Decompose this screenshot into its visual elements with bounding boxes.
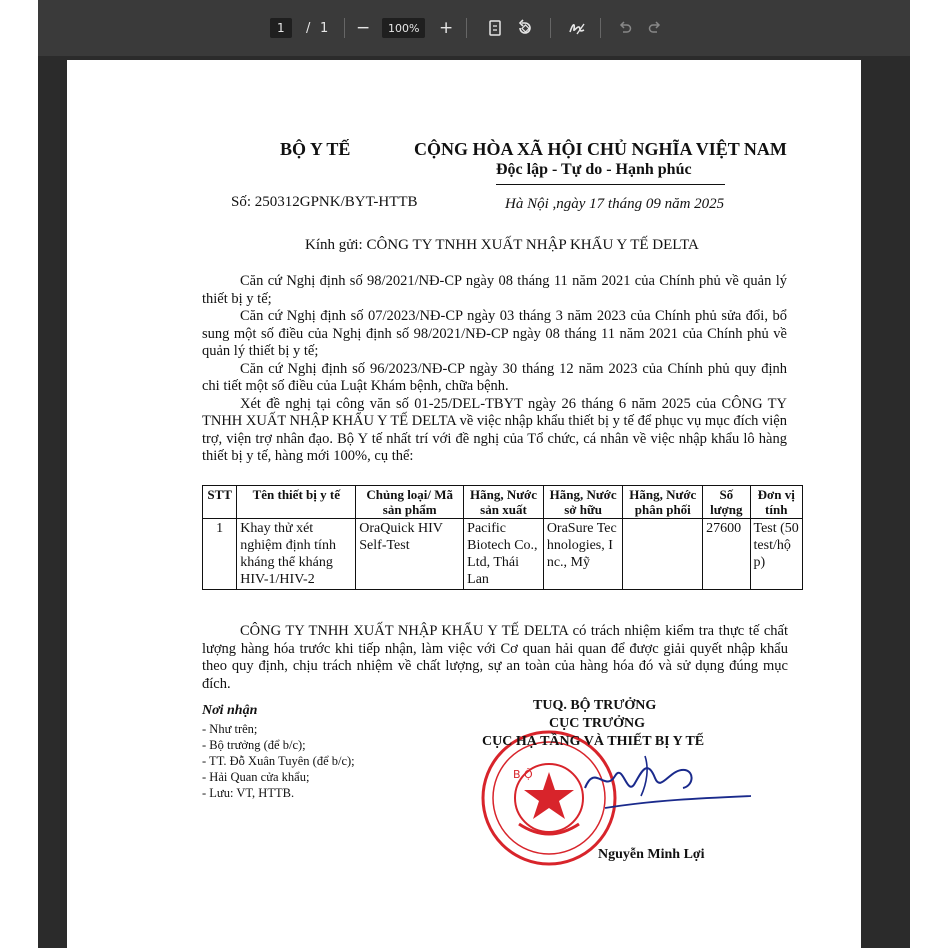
table-cell [623, 519, 703, 590]
paragraph: CÔNG TY TNHH XUẤT NHẬP KHẨU Y TẾ DELTA có trách nhiệm kiểm tra thực tế chất lượng hàng hóa trước khi tiếp nhận, làm việc với Cơ quan hải quan để được giải quyết nhập khẩu theo quy định, chịu trách nhiệm về chất lượng, sự an toàn của hàng hóa đó và sử dụng đúng mục đích. [202, 623, 788, 692]
recipient-item: - Lưu: VT, HTTB. [202, 786, 295, 800]
seal-text: B Ộ [513, 768, 533, 781]
table-cell: Pacific Biotech Co., Ltd, Thái Lan [464, 519, 544, 590]
recipient-item: - Bộ trưởng (để b/c); [202, 738, 306, 752]
table-cell: 27600 [703, 519, 750, 590]
paragraph: Căn cứ Nghị định số 07/2023/NĐ-CP ngày 03 tháng 3 năm 2023 của Chính phủ sửa đổi, bổ sung một số điều của Nghị định số 98/2021/NĐ-CP ngày 08 tháng 11 năm 2021 của Chính phủ về quản lý thiết bị y tế; [202, 308, 787, 359]
document-number: Số: 250312GPNK/BYT-HTTB [231, 194, 418, 210]
paragraph: Căn cứ Nghị định số 98/2021/NĐ-CP ngày 08 tháng 11 năm 2021 của Chính phủ về quản lý thiết bị y tế; [202, 273, 787, 307]
sign-authority-3: CỤC HẠ TẦNG VÀ THIẾT BỊ Y TẾ [482, 734, 705, 749]
column-header: Hãng, Nước sở hữu [543, 486, 623, 519]
place-date: Hà Nội ,ngày 17 tháng 09 năm 2025 [505, 196, 725, 212]
table-row [203, 519, 803, 590]
pen-icon [568, 20, 586, 36]
column-header: STT [203, 486, 237, 519]
zoom-in-button[interactable]: + [439, 18, 454, 38]
fit-page-button[interactable] [488, 18, 502, 38]
column-header: Tên thiết bị y tế [237, 486, 356, 519]
column-header: Số lượng [703, 486, 750, 519]
redo-button[interactable] [648, 18, 662, 38]
recipient-item: - Hải Quan cửa khẩu; [202, 770, 310, 784]
pdf-viewer [38, 0, 910, 948]
motto-underline [496, 184, 725, 185]
undo-icon [618, 21, 632, 35]
recipients-title: Nơi nhận [202, 703, 258, 718]
document-page [67, 60, 861, 948]
table-cell: OraQuick HIV Self-Test [356, 519, 464, 590]
toolbar-divider [466, 18, 467, 38]
toolbar-divider [600, 18, 601, 38]
table-cell: 1 [203, 519, 237, 590]
recipient-item: - TT. Đỗ Xuân Tuyên (để b/c); [202, 754, 355, 768]
page-current: 1 [277, 21, 285, 35]
device-table [202, 485, 803, 590]
zoom-out-button[interactable]: − [356, 18, 371, 38]
table-cell: OraSure Technologies, Inc., Mỹ [543, 519, 623, 590]
paragraph: Căn cứ Nghị định số 96/2023/NĐ-CP ngày 30 tháng 12 năm 2023 của Chính phủ quy định chi tiết một số điều của Luật Khám bệnh, chữa bệnh. [202, 360, 787, 394]
republic-title: CỘNG HÒA XÃ HỘI CHỦ NGHĨA VIỆT NAM [414, 139, 787, 159]
annotate-button[interactable] [568, 18, 586, 38]
fit-page-icon [488, 20, 502, 36]
pdf-toolbar [38, 0, 910, 56]
page-total: 1 [320, 20, 329, 36]
toolbar-divider [550, 18, 551, 38]
paragraph: Xét đề nghị tại công văn số 01-25/DEL-TBYT ngày 26 tháng 6 năm 2025 của CÔNG TY TNHH XUẤT NHẬP KHẨU Y TẾ DELTA về việc nhập khẩu thiết bị y tế để phục vụ mục đích viện trợ, viện trợ nhân đạo. Bộ Y tế nhất trí với đề nghị của Tổ chức, cá nhân về việc nhập khẩu lô hàng thiết bị y tế, hàng mới 100%, cụ thể: [202, 395, 787, 464]
redo-icon [648, 21, 662, 35]
table-cell: Test (50 test/hộp) [750, 519, 802, 590]
closing-paragraph [202, 623, 788, 693]
recipient-item: - Như trên; [202, 722, 258, 736]
column-header: Đơn vị tính [750, 486, 802, 519]
signer-name: Nguyễn Minh Lợi [598, 847, 705, 862]
handwritten-signature [575, 748, 755, 828]
recipient-line: Kính gửi: CÔNG TY TNHH XUẤT NHẬP KHẨU Y TẾ DELTA [305, 237, 699, 253]
page-separator: / [306, 20, 311, 36]
legal-basis [202, 273, 787, 466]
column-header: Hãng, Nước phân phối [623, 486, 703, 519]
sign-authority-2: CỤC TRƯỞNG [549, 716, 646, 731]
page-number-input[interactable] [270, 18, 292, 38]
recipients-block [202, 703, 355, 801]
column-header: Hãng, Nước sản xuất [464, 486, 544, 519]
column-header: Chủng loại/ Mã sản phẩm [356, 486, 464, 519]
motto: Độc lập - Tự do - Hạnh phúc [496, 161, 692, 178]
rotate-button[interactable] [516, 18, 534, 38]
rotate-icon [516, 19, 534, 37]
table-cell: Khay thử xét nghiệm định tính kháng thể kháng HIV-1/HIV-2 [237, 519, 356, 590]
table-header-row [203, 486, 803, 519]
zoom-level[interactable]: 100% [382, 18, 425, 38]
ministry-name: BỘ Y TẾ [280, 139, 351, 159]
toolbar-divider [344, 18, 345, 38]
undo-button[interactable] [618, 18, 632, 38]
sign-authority-1: TUQ. BỘ TRƯỞNG [533, 698, 657, 713]
